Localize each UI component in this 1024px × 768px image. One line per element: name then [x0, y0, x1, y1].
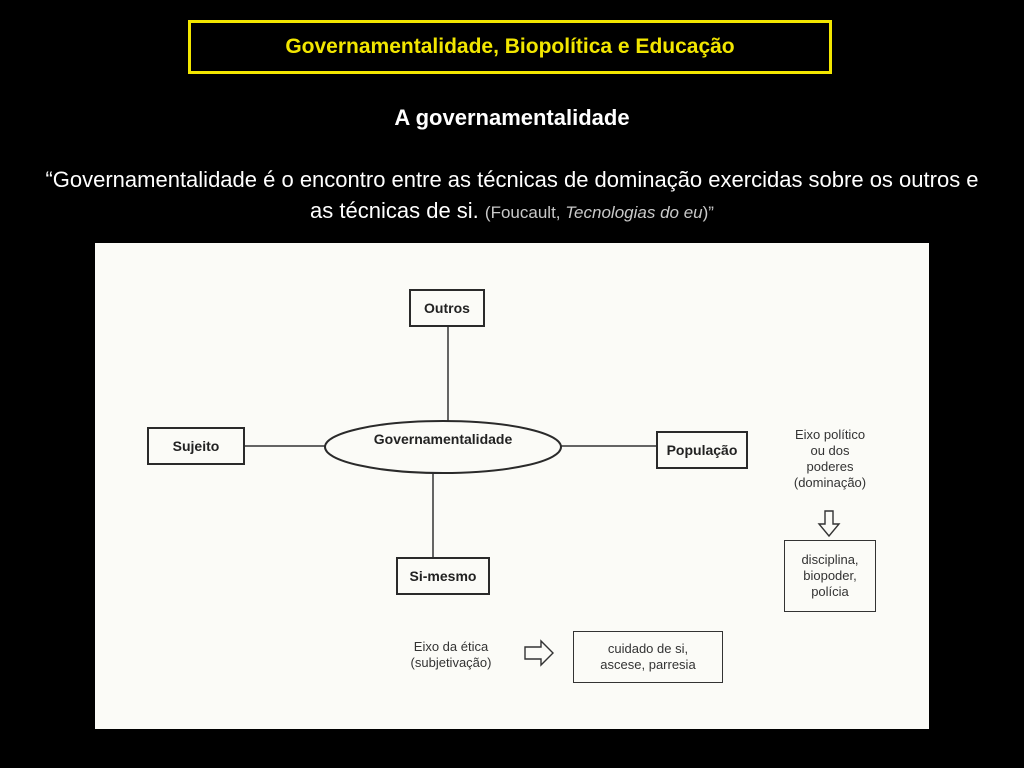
slide-subtitle: A governamentalidade [394, 105, 630, 130]
slide-title: Governamentalidade, Biopolítica e Educação [285, 35, 735, 58]
node-outros [409, 289, 485, 327]
right-arrow-icon [525, 641, 553, 665]
node-si-mesmo [396, 557, 490, 595]
political-axis-note [775, 427, 885, 491]
diagram-image [95, 243, 929, 729]
center-node-label: Governamentalidade [373, 431, 513, 447]
ethics-result-box [573, 631, 723, 683]
quote-text: “Governamentalidade é o encontro entre as técnicas de dominação exercidas sobre os outros e as técnicas de si. [45, 167, 979, 223]
citation-open: (Foucault, [484, 203, 566, 222]
political-axis-line: poderes [806, 459, 854, 474]
node-sujeito-label: Sujeito [172, 438, 220, 454]
ethics-result-line: cuidado de si, [607, 641, 689, 656]
political-axis-line: (dominação) [793, 475, 867, 490]
ethics-axis-line: (subjetivação) [410, 655, 492, 670]
political-result-line: disciplina, [801, 552, 859, 567]
political-result-line: polícia [811, 584, 849, 599]
slide-title-box [188, 20, 832, 74]
ethics-axis-line: Eixo da ética [413, 639, 489, 654]
citation [485, 203, 714, 222]
node-outros-label: Outros [424, 300, 470, 316]
ethics-axis-note [391, 639, 511, 671]
center-ellipse [325, 421, 561, 473]
ethics-result-line: ascese, parresia [600, 657, 696, 672]
citation-close: )” [702, 203, 714, 222]
political-result-box [784, 540, 876, 612]
node-si-mesmo-label: Si-mesmo [409, 568, 477, 584]
political-axis-line: ou dos [810, 443, 850, 458]
node-populacao-label: População [666, 442, 738, 458]
down-arrow-icon [819, 511, 839, 536]
node-sujeito [147, 427, 245, 465]
political-axis-line: Eixo político [794, 427, 866, 442]
political-result-line: biopoder, [803, 568, 857, 583]
citation-work: Tecnologias do eu [565, 203, 703, 222]
node-populacao [656, 431, 748, 469]
quote [40, 164, 984, 228]
